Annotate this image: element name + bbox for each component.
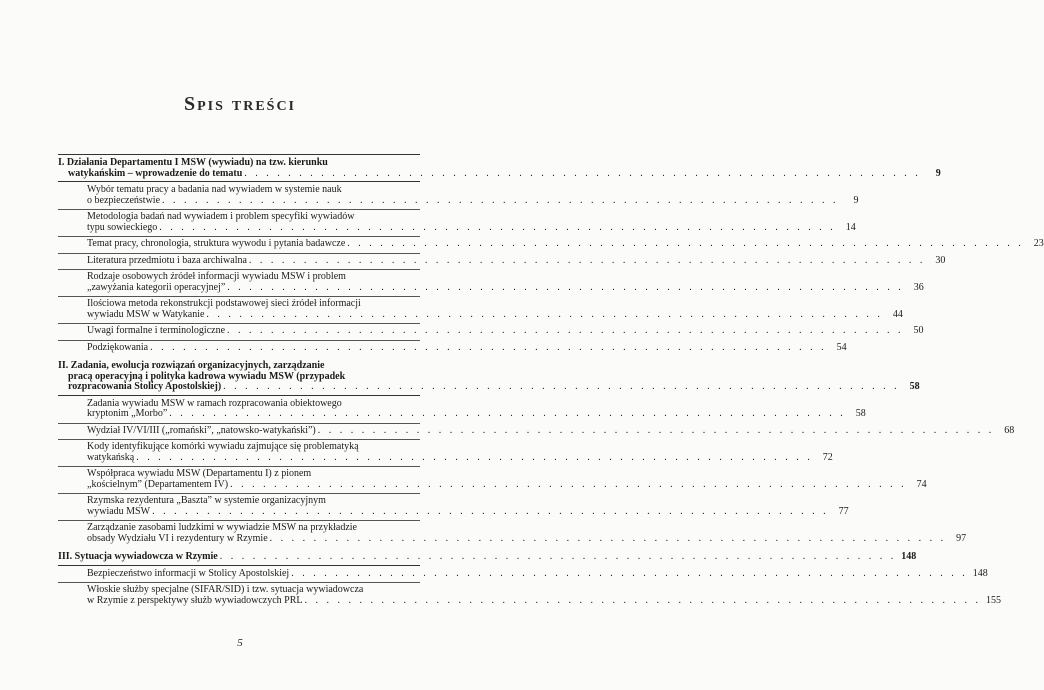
toc-line <box>58 381 920 393</box>
toc-line <box>87 585 420 596</box>
page-ref: 58 <box>909 381 920 392</box>
entry-title-text: „kościelnym” (Departamentem IV) <box>87 478 229 490</box>
dot-leader: . . . . . . . . . . . . . . . . . . . . . . . . . . . . . . . . . . . . . . . . . . . . . . . . . . . . . . . . . . . . . . <box>152 505 829 517</box>
page-ref: 23 <box>1033 238 1044 249</box>
toc-line <box>58 551 917 563</box>
entry-title-text: watykańską <box>87 451 135 463</box>
entry-title-text: o bezpieczeństwie <box>87 194 161 206</box>
chapter-entries <box>58 566 1002 612</box>
chapter-title-text: rozpracowania Stolicy Apostolskiej) <box>68 381 222 392</box>
dot-leader: . . . . . . . . . . . . . . . . . . . . . . . . . . . . . . . . . . . . . . . . . . . . . . . . . . . . . . . . . . . . . . <box>162 194 839 206</box>
entry-title-text: Rzymska rezydentura „Baszta” w systemie organizacyjnym <box>87 495 326 506</box>
page-ref: 97 <box>956 532 967 544</box>
chapter-title-text: I. Działania Departamentu I MSW (wywiadu) na tzw. kierunku <box>58 157 328 168</box>
dot-leader: . . . . . . . . . . . . . . . . . . . . . . . . . . . . . . . . . . . . . . . . . . . . . . . . . . . . . . . . . . . . . . <box>227 281 904 293</box>
dot-leader: . . . . . . . . . . . . . . . . . . . . . . . . . . . . . . . . . . . . . . . . . . . . . . . . . . . . . . . . . . . . . . <box>206 308 883 320</box>
toc-line <box>87 254 946 267</box>
table-of-contents <box>58 154 1044 611</box>
toc-line <box>58 158 420 169</box>
entry-title-text: Włoskie służby specjalne (SIFAR/SID) i tzw. sytuacja wywiadowcza <box>87 584 364 595</box>
toc-line <box>87 469 420 480</box>
page-ref: 36 <box>913 281 924 293</box>
toc-entry[interactable] <box>58 397 866 424</box>
chapter-entries <box>58 182 1044 358</box>
entry-title-text: wywiadu MSW w Watykanie <box>87 308 205 320</box>
chapter-heading[interactable] <box>58 358 920 396</box>
entry-title-text: Wybór tematu pracy a badania nad wywiadem w systemie nauk <box>87 184 342 195</box>
toc-entry[interactable] <box>58 237 1044 254</box>
toc-entry[interactable] <box>58 521 967 547</box>
entry-title-text: Kody identyfikujące komórki wywiadu zajmujące się problematyką <box>87 441 359 452</box>
toc-line <box>87 299 420 310</box>
page-ref: 9 <box>853 194 859 206</box>
toc-line <box>87 194 859 207</box>
toc-line <box>87 408 866 420</box>
toc-entry[interactable] <box>58 324 924 341</box>
page-ref: 9 <box>935 167 941 179</box>
toc-line <box>87 341 847 354</box>
toc-line <box>87 308 903 321</box>
toc-line <box>87 496 420 507</box>
entry-title-text: Rodzaje osobowych źródeł informacji wywiadu MSW i problem <box>87 271 346 282</box>
page-number: 5 <box>237 637 243 649</box>
dot-leader: . . . . . . . . . . . . . . . . . . . . . . . . . . . . . . . . . . . . . . . . . . . . . . . . . . . . . . . . . . . . . . <box>304 594 982 606</box>
toc-line <box>87 567 988 580</box>
entry-title-text: Uwagi formalne i terminologiczne <box>87 325 226 336</box>
entry-title-text: Bezpieczeństwo informacji w Stolicy Apostolskiej <box>87 567 290 579</box>
dot-leader: . . . . . . . . . . . . . . . . . . . . . . . . . . . . . . . . . . . . . . . . . . . . . . . . . . . . . . . . . . . . . . <box>219 551 897 562</box>
entry-title-text: Metodologia badań nad wywiadem i problem specyfiki wywiadów <box>87 211 355 222</box>
dot-leader: . . . . . . . . . . . . . . . . . . . . . . . . . . . . . . . . . . . . . . . . . . . . . . . . . . . . . . . . . . . . . . <box>136 451 813 463</box>
toc-line <box>87 185 420 196</box>
entry-title-text: wywiadu MSW <box>87 505 151 517</box>
toc-entry[interactable] <box>58 567 988 584</box>
entry-title-text: „zawyżania kategorii operacyjnej” <box>87 281 226 293</box>
toc-line <box>87 442 420 453</box>
chapter-entries <box>58 396 1015 550</box>
dot-leader: . . . . . . . . . . . . . . . . . . . . . . . . . . . . . . . . . . . . . . . . . . . . . . . . . . . . . . . . . . . . . . <box>159 221 836 233</box>
chapter-heading[interactable] <box>58 154 941 182</box>
entry-title-text: Ilościowa metoda rekonstrukcji podstawowej sieci źródeł informacji <box>87 298 361 309</box>
entry-title-text: typu sowieckiego <box>87 221 158 233</box>
dot-leader: . . . . . . . . . . . . . . . . . . . . . . . . . . . . . . . . . . . . . . . . . . . . . . . . . . . . . . . . . . . . . . <box>248 254 926 266</box>
page-ref: 74 <box>916 478 927 490</box>
toc-entry[interactable] <box>58 270 924 297</box>
toc-line <box>87 272 420 283</box>
entry-title-text: Wydział IV/VI/III („romański”, „natowsko-watykański”) <box>87 424 316 436</box>
dot-leader: . . . . . . . . . . . . . . . . . . . . . . . . . . . . . . . . . . . . . . . . . . . . . . . . . . . . . . . . . . . . . . <box>227 325 904 336</box>
dot-leader: . . . . . . . . . . . . . . . . . . . . . . . . . . . . . . . . . . . . . . . . . . . . . . . . . . . . . . . . . . . . . . <box>291 567 968 579</box>
dot-leader: . . . . . . . . . . . . . . . . . . . . . . . . . . . . . . . . . . . . . . . . . . . . . . . . . . . . . . . . . . . . . . <box>347 238 1024 249</box>
toc-entry[interactable] <box>58 183 859 210</box>
chapter-title-text: watykańskim – wprowadzenie do tematu <box>68 167 243 179</box>
page-ref: 50 <box>913 325 924 336</box>
toc-line <box>87 325 924 337</box>
toc-line <box>87 594 1002 607</box>
entry-title-text: Zarządzanie zasobami ludzkimi w wywiadzie MSW na przykładzie <box>87 522 357 533</box>
toc-line <box>87 424 1015 437</box>
toc-entry[interactable] <box>58 254 946 271</box>
chapter-title-text: III. Sytuacja wywiadowcza w Rzymie <box>58 551 218 562</box>
dot-leader: . . . . . . . . . . . . . . . . . . . . . . . . . . . . . . . . . . . . . . . . . . . . . . . . . . . . . . . . . . . . . . <box>223 381 900 392</box>
toc-line <box>87 221 856 234</box>
chapter-heading[interactable] <box>58 549 917 566</box>
toc-entry[interactable] <box>58 583 1002 609</box>
page-ref: 155 <box>986 594 1002 606</box>
toc-line <box>87 212 420 223</box>
toc-line <box>87 505 849 518</box>
page-ref: 58 <box>855 408 866 419</box>
dot-leader: . . . . . . . . . . . . . . . . . . . . . . . . . . . . . . . . . . . . . . . . . . . . . . . . . . . . . . . . . . . . . . <box>230 478 907 490</box>
toc-line <box>87 238 1044 250</box>
page-ref: 44 <box>892 308 903 320</box>
toc-entry[interactable] <box>58 494 849 521</box>
toc-entry[interactable] <box>58 210 856 237</box>
page-ref: 148 <box>972 567 988 579</box>
entry-title-text: kryptonim „Morbo” <box>87 408 168 419</box>
dot-leader: . . . . . . . . . . . . . . . . . . . . . . . . . . . . . . . . . . . . . . . . . . . . . . . . . . . . . . . . . . . . . . <box>244 167 921 179</box>
toc-entry[interactable] <box>58 467 927 494</box>
page-ref: 148 <box>901 551 917 562</box>
toc-line <box>58 167 941 180</box>
entry-title-text: w Rzymie z perspektywy służb wywiadowczych PRL <box>87 594 303 606</box>
chapter-title-text: pracą operacyjną i polityka kadrowa wywiadu MSW (przypadek <box>68 370 346 382</box>
toc-line <box>58 361 420 372</box>
entry-title-text: Zadania wywiadu MSW w ramach rozpracowania obiektowego <box>87 397 342 409</box>
dot-leader: . . . . . . . . . . . . . . . . . . . . . . . . . . . . . . . . . . . . . . . . . . . . . . . . . . . . . . . . . . . . . . <box>317 424 995 436</box>
page-ref: 77 <box>838 505 849 517</box>
toc-line <box>87 532 967 545</box>
entry-title-text: obsady Wydziału VI i rezydentury w Rzymie <box>87 532 268 544</box>
dot-leader: . . . . . . . . . . . . . . . . . . . . . . . . . . . . . . . . . . . . . . . . . . . . . . . . . . . . . . . . . . . . . . <box>269 532 947 544</box>
entry-title-text: Współpraca wywiadu MSW (Departamentu I) z pionem <box>87 468 312 479</box>
toc-entry[interactable] <box>58 297 903 324</box>
toc-entry[interactable] <box>58 341 847 357</box>
dot-leader: . . . . . . . . . . . . . . . . . . . . . . . . . . . . . . . . . . . . . . . . . . . . . . . . . . . . . . . . . . . . . . <box>150 341 827 353</box>
page-ref: 72 <box>822 451 833 463</box>
toc-line <box>87 451 833 464</box>
chapter-title-text: II. Zadania, ewolucja rozwiązań organizacyjnych, zarządzanie <box>58 360 325 371</box>
entry-title-text: Temat pracy, chronologia, struktura wywodu i pytania badawcze <box>87 238 346 249</box>
page-ref: 14 <box>845 221 856 233</box>
toc-line <box>87 281 924 294</box>
page-ref: 68 <box>1004 424 1015 436</box>
toc-entry[interactable] <box>58 440 833 467</box>
toc-entry[interactable] <box>58 424 1015 441</box>
toc-line <box>87 523 420 534</box>
toc-line <box>87 478 927 491</box>
page-ref: 30 <box>935 254 946 266</box>
page-ref: 54 <box>836 341 847 353</box>
entry-title-text: Podziękowania <box>87 341 149 353</box>
entry-title-text: Literatura przedmiotu i baza archiwalna <box>87 254 247 266</box>
dot-leader: . . . . . . . . . . . . . . . . . . . . . . . . . . . . . . . . . . . . . . . . . . . . . . . . . . . . . . . . . . . . . . <box>169 408 846 419</box>
page-title: Spis treści <box>183 93 297 115</box>
